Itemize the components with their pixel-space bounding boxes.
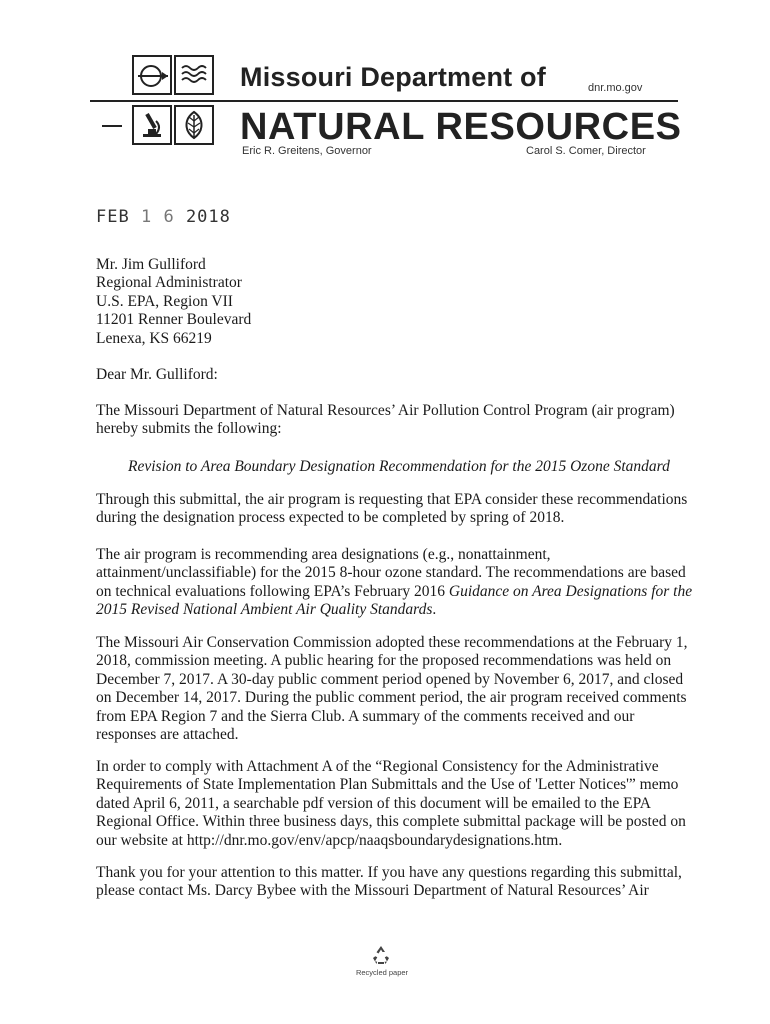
date-day: 1 6 — [140, 207, 175, 227]
recipient-organization: U.S. EPA, Region VII — [96, 292, 233, 310]
letterhead-rule — [90, 100, 678, 102]
paragraph-recommendation-end: . — [432, 601, 437, 619]
paragraph-intro: The Missouri Department of Natural Resources’ Air Pollution Control Program (air program) hereby submits the following: — [96, 402, 675, 438]
paragraph-recommendation — [96, 546, 696, 620]
subject-line: Revision to Area Boundary Designation Recommendation for the 2015 Ozone Standard — [128, 458, 670, 475]
recycled-paper-label: Recycled paper — [355, 968, 409, 977]
paragraph-compliance: In order to comply with Attachment A of the “Regional Consistency for the Administrative Requirements of State Implementation Plan Submittals and the Use of 'Letter Notices'” memo dated April 6, 2011, a searchable pdf version of this document will be emailed to the EPA Regional Office. Within three business days, this complete submittal package will be posted on our website at http://dnr.mo.gov/env/apcp/naaqsboundarydesignations.htm. — [96, 758, 686, 849]
paragraph-commission: The Missouri Air Conservation Commission adopted these recommendations at the February 1, 2018, commission meeting. A public hearing for the proposed recommendations was held on December 7, 2017. A 30-day public comment period opened by November 6, 2017, and closed on December 14, 2017. During the public comment period, the air program received comments from EPA Region 7 and the Sierra Club. A summary of the comments received and our responses are attached. — [96, 634, 688, 744]
letterhead — [0, 0, 770, 180]
recipient-address — [96, 256, 696, 348]
salutation: Dear Mr. Gulliford: — [96, 366, 218, 383]
paragraph-request: Through this submittal, the air program is requesting that EPA consider these recommendations during the designation process expected to be completed by spring of 2018. — [96, 491, 688, 527]
water-waves-icon — [174, 55, 214, 95]
recipient-title: Regional Administrator — [96, 274, 242, 292]
leaf-icon — [174, 105, 214, 145]
date-month: FEB — [96, 207, 130, 227]
recycle-icon — [370, 944, 392, 966]
department-website: dnr.mo.gov — [588, 82, 643, 94]
paragraph-closing: Thank you for your attention to this matter. If you have any questions regarding this submittal, please contact Ms. Darcy Bybee with the Missouri Department of Natural Resources’ Air — [96, 864, 682, 900]
department-name: Missouri Department of — [240, 62, 546, 92]
governor-name: Eric R. Greitens, Governor — [242, 145, 372, 157]
recipient-city: Lenexa, KS 66219 — [96, 329, 212, 347]
microscope-icon — [132, 105, 172, 145]
guidance-document-title: Guidance on Area Designations for the 2015 Revised National Ambient Air Quality Standards — [96, 582, 693, 619]
recipient-street: 11201 Renner Boulevard — [96, 311, 252, 329]
paragraph-recommendation-text: The air program is recommending area designations (e.g., nonattainment, attainment/unclassifiable) for the 2015 8-hour ozone standard. The recommendations are based on technical evaluations following EPA’s February 2016 — [96, 546, 686, 600]
compass-icon — [132, 55, 172, 95]
recipient-name: Mr. Jim Gulliford — [96, 256, 206, 273]
director-name: Carol S. Comer, Director — [526, 145, 646, 157]
letterhead-rule-left — [102, 125, 122, 127]
date-stamp — [96, 207, 231, 227]
date-year: 2018 — [185, 207, 231, 227]
division-name: NATURAL RESOURCES — [240, 106, 682, 148]
